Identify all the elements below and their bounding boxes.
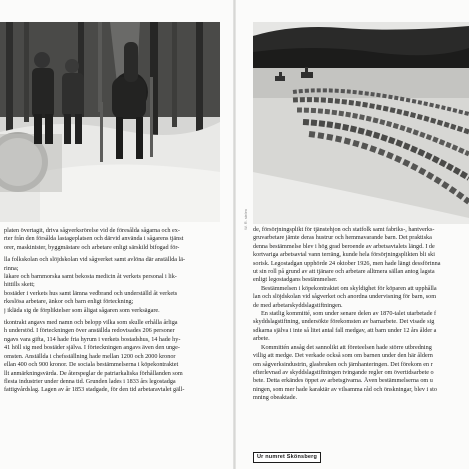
text-line: llt anmärkningsvärda. De återspeglar de patriarkaliska förhållanden som (4, 369, 183, 377)
text-line: skyddslagstiftning, undersökte förekomsten av barnarbete. Det visade sig (253, 318, 435, 326)
text-line: villig att medge. Det verkade också som om barnen under den här åldern (253, 352, 433, 360)
text-line: läkare och barnmorska samt bekosta medicin åt verkets personal i lik- (4, 273, 177, 281)
text-line: bostäder i verkets hus samt lämna vedbrand och underställd åt verkets (4, 289, 178, 297)
text-line: ellan 400 och 900 kronor. De sociala bestämmelserna i köpekontraktet (4, 361, 179, 369)
text-line: Kommittén ansåg det sannolikt att företeelsen hade större utbredning (261, 343, 432, 351)
text-line: rkeslösa arbetare, änkor och barn enligt förteckning; (4, 298, 134, 306)
text-line: j ikläda sig de förpliktelser som åligat sågaren som verksägare. (4, 306, 160, 314)
photo-timber-float (253, 22, 469, 224)
text-line: ngavs vara gifta, 114 hade fria hyrum i verkets bostadshus, 14 hade hy- (4, 335, 181, 343)
text-line: mning obeaktade. (253, 394, 297, 402)
text-line: ut sin roll på grund av att tjänare och arbetare alltmera sällan antog lagsta (253, 268, 435, 276)
text-line: rinna; (4, 264, 19, 272)
text-line: orer, maskinister, byggmästare och arbetare enligt särskild bifogad för- (4, 243, 180, 251)
text-line: de, försörjningsplikt för tjänstehjon och statfolk samt fabriks-, hantverks- (253, 226, 435, 233)
text-line: om sågverksindustrin, glasbruken och järnhanteringen. Det förekom en r (253, 360, 433, 368)
text-line: enligt legostadgans bestämmelser. (253, 276, 338, 284)
text-line: lan och slöjdskolan vid sågverket och anordna undervisning för barn, som (253, 293, 437, 301)
text-line: platen övertagit, driva sågverksrörelse vid de föresålda sågarna och ex- (4, 227, 180, 234)
text-line: ningen, som mer hade karaktär av vilsamma råd och önskningar, blev i sto (253, 385, 437, 393)
text-line: Bestämmelsen i köpekontraktet om skyldighet för köparen att upphålla (261, 284, 437, 292)
section-tag: Ur numret Skönsberg (253, 452, 321, 463)
text-line: sorisk. Legostadgan upphörde 24 oktober 1926, men hade längt dessförinna (253, 259, 441, 267)
text-line: denna bestämmelse blev i hög grad beroende av arbetsavtalets längd. I de (253, 242, 435, 250)
photo-credit: W. R. ström (243, 209, 248, 230)
photo-loggers-with-horse (0, 22, 220, 222)
text-line: En statlig kommitté, som under senare delen av 1870-talet utarbetade f (261, 310, 437, 318)
text-line: flesta industrier under denna tid. Grunden lades i 1833 års legostadga (4, 377, 176, 385)
text-line: bete. Detta erkändes öppet av arbetsgivarna. Även bestämmelserna om u (253, 377, 433, 385)
text-line: arbete. (253, 335, 270, 343)
text-line: fattigvårdslag. Lagen av år 1853 stadgade, för den tid arbetaravtalet gäll- (4, 386, 185, 394)
text-line: gruvarbetare jämte deras hustrur och hemmavarande barn. Det praktiska (253, 234, 432, 242)
left-page-text (4, 227, 220, 395)
text-line: tkontrakt angavs med namn och belopp vilka som skulle erhålla årliga (4, 319, 178, 327)
text-line: 41 höll sig med bostäder själva. I förteckningen angavs även den unge- (4, 344, 180, 352)
text-line: efterlevnad av skyddslagstiftningen tvingande regler om övertidsarbete o (253, 368, 434, 376)
text-line: h understöd. I förteckningen över anställda redovisades 206 personer (4, 327, 175, 335)
text-line: sdkarna själva i inte så litet antal fall medgav, att barn under 12 års ålder a (253, 326, 437, 334)
text-line: de med arbetarskyddslagstiftningen. (253, 301, 343, 309)
book-gutter (233, 0, 236, 469)
text-line: lla folkskolan och slöjdskolan vid sågverket samt avlöna där anställda lä- (4, 256, 186, 264)
text-line: rter från den försålda lastageplatsen och därvid använda i sågarens tjänst (4, 235, 184, 243)
text-line: kortvariga arbetsavtal vann terräng, kunde hela försörjningsplikten bli ski (253, 251, 435, 259)
text-line: hittills skett; (4, 281, 35, 289)
text-line: omsten. Anställda i chefsställning hade mellan 1200 och 2000 kronor (4, 352, 176, 360)
right-page-text (253, 226, 467, 403)
